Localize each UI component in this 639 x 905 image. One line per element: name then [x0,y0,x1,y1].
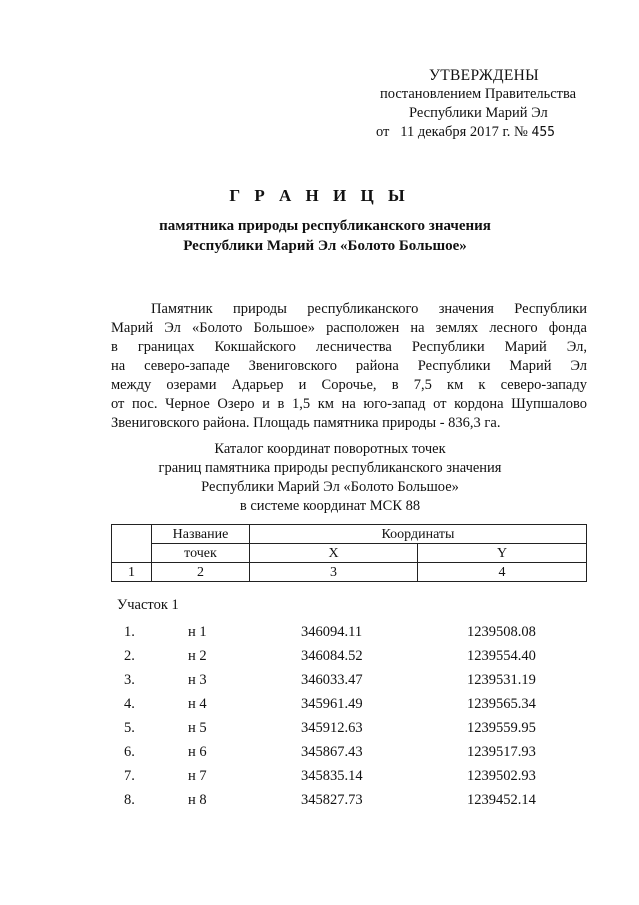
row-number: 5. [124,720,135,736]
row-x: 345835.14 [301,768,363,784]
row-y: 1239502.93 [467,768,536,784]
description-paragraph [111,300,587,433]
row-x: 345827.73 [301,792,363,808]
row-y: 1239565.34 [467,696,536,712]
paragraph-line-2: Марий Эл «Болото Большое» расположен на землях лесного фонда [111,320,587,336]
subtitle-line-2: Республики Марий Эл «Болото Большое» [183,238,467,254]
row-number: 3. [124,672,135,688]
row-point: н 4 [188,696,207,712]
header-y: Y [418,544,587,563]
subtitle-line-1: памятника природы республиканского значения [159,218,491,234]
row-number: 6. [124,744,135,760]
row-point: н 5 [188,720,207,736]
row-x: 346033.47 [301,672,363,688]
paragraph-line-3: в границах Кокшайского лесничества Республики Марий Эл, [111,339,587,355]
header-col-3: 3 [250,563,418,582]
row-x: 346084.52 [301,648,363,664]
catalog-line-1: Каталог координат поворотных точек [214,441,446,457]
approval-republic-line: Республики Марий Эл [409,105,548,121]
approval-date-line [366,123,586,142]
paragraph-line-7: Звениговского района. Площадь памятника природы - 836,3 га. [111,415,501,431]
table-row [0,620,639,644]
row-point: н 8 [188,792,207,808]
row-point: н 1 [188,624,207,640]
row-number: 4. [124,696,135,712]
table-row [0,788,639,812]
catalog-heading [70,440,590,516]
row-point: н 2 [188,648,207,664]
header-col-2: 2 [152,563,250,582]
section-label: Участок 1 [117,597,179,613]
approval-date: 11 декабря 2017 г. № [400,124,528,140]
row-y: 1239508.08 [467,624,536,640]
document-title: Г Р А Н И Ц Ы [229,186,410,205]
catalog-line-2: границ памятника природы республиканского значения [158,460,502,476]
paragraph-line-5: между озерами Адарьер и Сорочье, в 7,5 км к северо-западу [111,377,587,393]
header-coordinates: Координаты [250,525,587,544]
row-number: 2. [124,648,135,664]
header-point-name-1: Название [152,525,250,544]
row-y: 1239559.95 [467,720,536,736]
header-col-4: 4 [418,563,587,582]
row-point: н 3 [188,672,207,688]
approval-decree-number: 455 [531,125,555,140]
paragraph-line-4: на северо-западе Звениговского района Республики Марий Эл [111,358,587,374]
table-row [0,740,639,764]
paragraph-line-1: Памятник природы республиканского значения Республики [151,301,587,317]
row-point: н 6 [188,744,207,760]
row-number: 7. [124,768,135,784]
row-x: 345961.49 [301,696,363,712]
document-subtitle [60,216,590,256]
row-y: 1239531.19 [467,672,536,688]
header-point-name-2: точек [152,544,250,563]
table-row [0,644,639,668]
row-number: 8. [124,792,135,808]
approval-block [366,66,586,142]
approval-date-prefix: от [376,124,390,140]
row-y: 1239517.93 [467,744,536,760]
approval-decree-line: постановлением Правительства [380,86,577,102]
paragraph-line-6: от пос. Черное Озеро и в 1,5 км на юго-запад от кордона Шупшалово [111,396,587,412]
table-row [0,716,639,740]
header-number-cell [112,525,152,563]
row-x: 345912.63 [301,720,363,736]
coordinates-table-header [111,524,587,582]
table-row [0,668,639,692]
row-y: 1239452.14 [467,792,536,808]
row-number: 1. [124,624,135,640]
catalog-line-4: в системе координат МСК 88 [239,498,421,514]
row-point: н 7 [188,768,207,784]
row-x: 346094.11 [301,624,363,640]
table-row [0,764,639,788]
header-col-1: 1 [112,563,152,582]
table-row [0,692,639,716]
row-y: 1239554.40 [467,648,536,664]
row-x: 345867.43 [301,744,363,760]
catalog-line-3: Республики Марий Эл «Болото Большое» [201,479,459,495]
approval-heading: УТВЕРЖДЕНЫ [429,67,539,84]
coordinates-rows [0,620,639,812]
header-x: X [250,544,418,563]
